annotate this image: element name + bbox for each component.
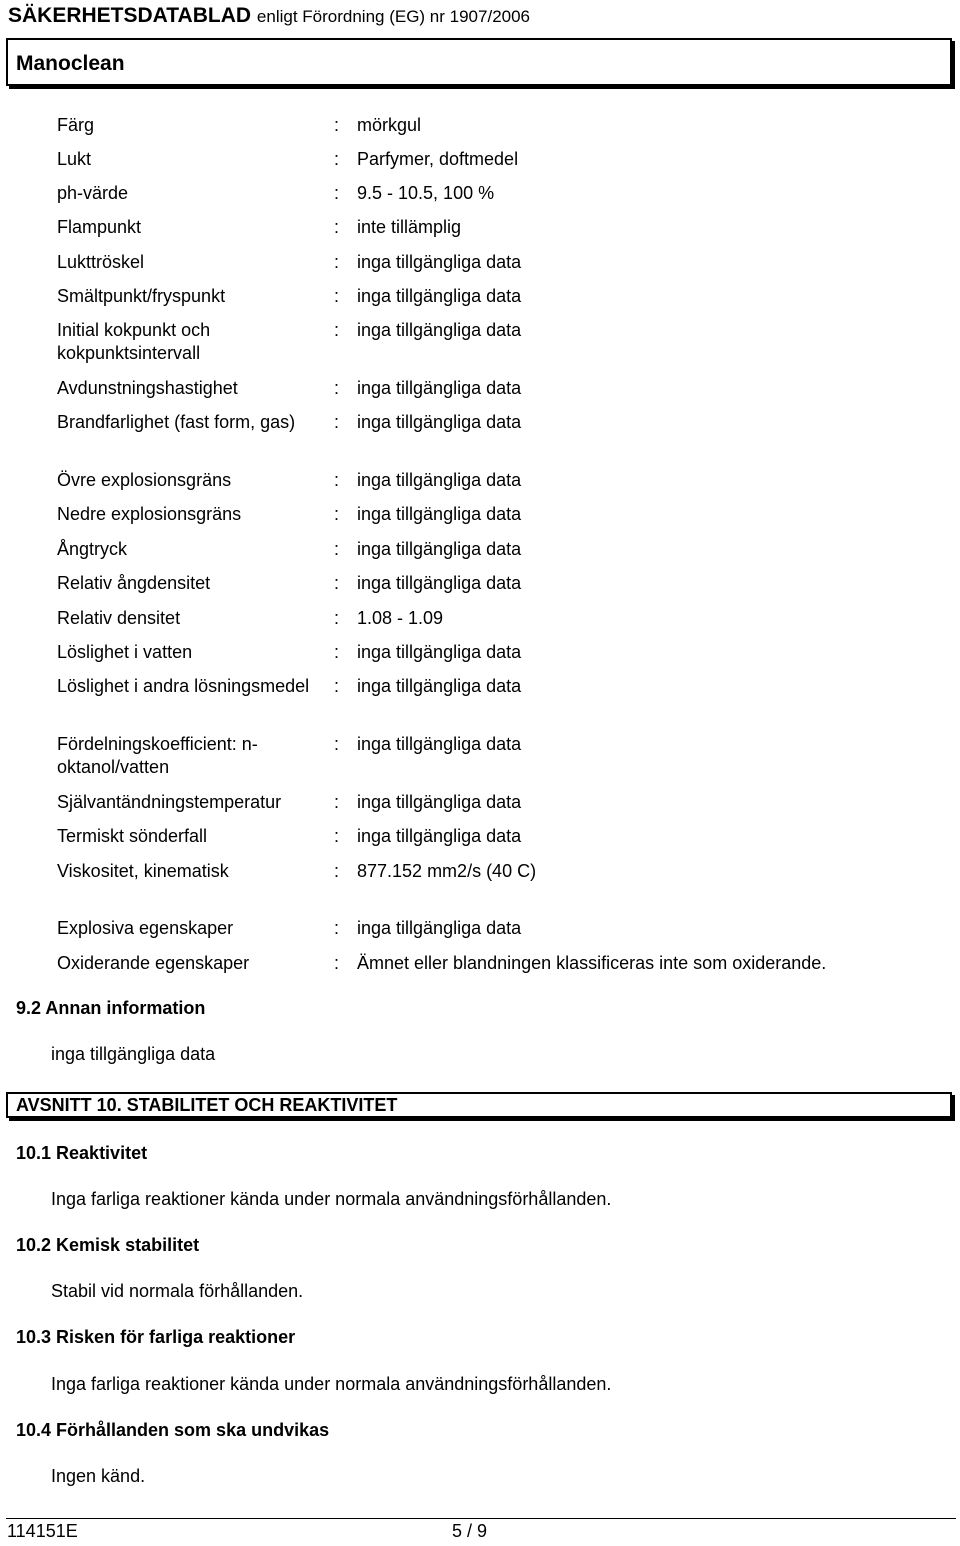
section-9-2-heading: 9.2 Annan information xyxy=(16,998,206,1018)
property-colon: : xyxy=(334,378,340,398)
document-title-regulation: enligt Förordning (EG) nr 1907/2006 xyxy=(256,7,531,26)
property-label: Termiskt sönderfall xyxy=(57,826,208,846)
property-colon: : xyxy=(334,504,340,524)
property-value: inga tillgängliga data xyxy=(357,320,522,340)
property-label: Ångtryck xyxy=(57,539,128,559)
section-10-title: AVSNITT 10. STABILITET OCH REAKTIVITET xyxy=(16,1095,398,1115)
section-10-2-heading: 10.2 Kemisk stabilitet xyxy=(16,1235,200,1255)
section-10-1-heading: 10.1 Reaktivitet xyxy=(16,1143,148,1163)
property-value: inga tillgängliga data xyxy=(357,642,522,662)
property-colon: : xyxy=(334,539,340,559)
property-value: inga tillgängliga data xyxy=(357,412,522,432)
property-label: Färg xyxy=(57,115,95,135)
property-value: inga tillgängliga data xyxy=(357,470,522,490)
footer-document-id: 114151E xyxy=(7,1521,78,1541)
property-colon: : xyxy=(334,217,340,237)
document-title-main: SÄKERHETSDATABLAD xyxy=(8,4,252,27)
property-label: Relativ densitet xyxy=(57,608,181,628)
footer-divider xyxy=(6,1518,956,1519)
property-colon: : xyxy=(334,953,340,973)
product-name-box xyxy=(6,38,952,86)
property-value: 9.5 - 10.5, 100 % xyxy=(357,183,495,203)
property-value: inte tillämplig xyxy=(357,217,462,237)
section-10-3-text: Inga farliga reaktioner kända under normala användningsförhållanden. xyxy=(51,1374,612,1394)
property-label: ph-värde xyxy=(57,183,129,203)
property-value: inga tillgängliga data xyxy=(357,286,522,306)
property-label: Fördelningskoefficient: n-oktanol/vatten xyxy=(57,734,258,777)
property-colon: : xyxy=(334,642,340,662)
property-label: Löslighet i andra lösningsmedel xyxy=(57,676,310,696)
property-colon: : xyxy=(334,412,340,432)
property-label: Initial kokpunkt och kokpunktsintervall xyxy=(57,320,211,363)
property-value: inga tillgängliga data xyxy=(357,539,522,559)
property-value: inga tillgängliga data xyxy=(357,826,522,846)
property-colon: : xyxy=(334,149,340,169)
property-value: inga tillgängliga data xyxy=(357,252,522,272)
property-label: Brandfarlighet (fast form, gas) xyxy=(57,412,296,432)
property-label: Smältpunkt/fryspunkt xyxy=(57,286,226,306)
property-label: Avdunstningshastighet xyxy=(57,378,238,398)
property-label: Relativ ångdensitet xyxy=(57,573,211,593)
section-10-3-heading: 10.3 Risken för farliga reaktioner xyxy=(16,1327,296,1347)
property-colon: : xyxy=(334,918,340,938)
section-10-2-text: Stabil vid normala förhållanden. xyxy=(51,1281,304,1301)
property-colon: : xyxy=(334,792,340,812)
property-colon: : xyxy=(334,826,340,846)
property-label: Viskositet, kinematisk xyxy=(57,861,229,881)
property-value: Ämnet eller blandningen klassificeras inte som oxiderande. xyxy=(357,953,827,973)
property-colon: : xyxy=(334,573,340,593)
property-colon: : xyxy=(334,734,340,754)
footer-page-number: 5 / 9 xyxy=(452,1521,488,1541)
property-label: Nedre explosionsgräns xyxy=(57,504,242,524)
property-colon: : xyxy=(334,676,340,696)
property-label: Flampunkt xyxy=(57,217,142,237)
property-label: Lukt xyxy=(57,149,92,169)
section-10-header xyxy=(6,1092,952,1118)
property-value: inga tillgängliga data xyxy=(357,734,522,754)
property-label: Självantändningstemperatur xyxy=(57,792,282,812)
property-colon: : xyxy=(334,470,340,490)
section-9-2-text: inga tillgängliga data xyxy=(51,1044,216,1064)
property-value: inga tillgängliga data xyxy=(357,504,522,524)
property-colon: : xyxy=(334,861,340,881)
document-title xyxy=(8,4,530,28)
property-label: Lukttröskel xyxy=(57,252,145,272)
property-value: inga tillgängliga data xyxy=(357,918,522,938)
property-value: 877.152 mm2/s (40 C) xyxy=(357,861,537,881)
section-10-4-text: Ingen känd. xyxy=(51,1466,146,1486)
property-value: Parfymer, doftmedel xyxy=(357,149,519,169)
property-label: Explosiva egenskaper xyxy=(57,918,234,938)
product-name: Manoclean xyxy=(16,52,125,75)
property-colon: : xyxy=(334,286,340,306)
property-colon: : xyxy=(334,252,340,272)
section-10-1-text: Inga farliga reaktioner kända under normala användningsförhållanden. xyxy=(51,1189,612,1209)
property-label: Löslighet i vatten xyxy=(57,642,193,662)
property-value: inga tillgängliga data xyxy=(357,676,522,696)
property-label: Övre explosionsgräns xyxy=(57,470,232,490)
property-value: mörkgul xyxy=(357,115,422,135)
section-10-4-heading: 10.4 Förhållanden som ska undvikas xyxy=(16,1420,330,1440)
property-colon: : xyxy=(334,320,340,340)
property-label: Oxiderande egenskaper xyxy=(57,953,250,973)
property-value: inga tillgängliga data xyxy=(357,573,522,593)
property-colon: : xyxy=(334,608,340,628)
property-value: 1.08 - 1.09 xyxy=(357,608,444,628)
property-value: inga tillgängliga data xyxy=(357,378,522,398)
property-value: inga tillgängliga data xyxy=(357,792,522,812)
property-colon: : xyxy=(334,115,340,135)
property-colon: : xyxy=(334,183,340,203)
